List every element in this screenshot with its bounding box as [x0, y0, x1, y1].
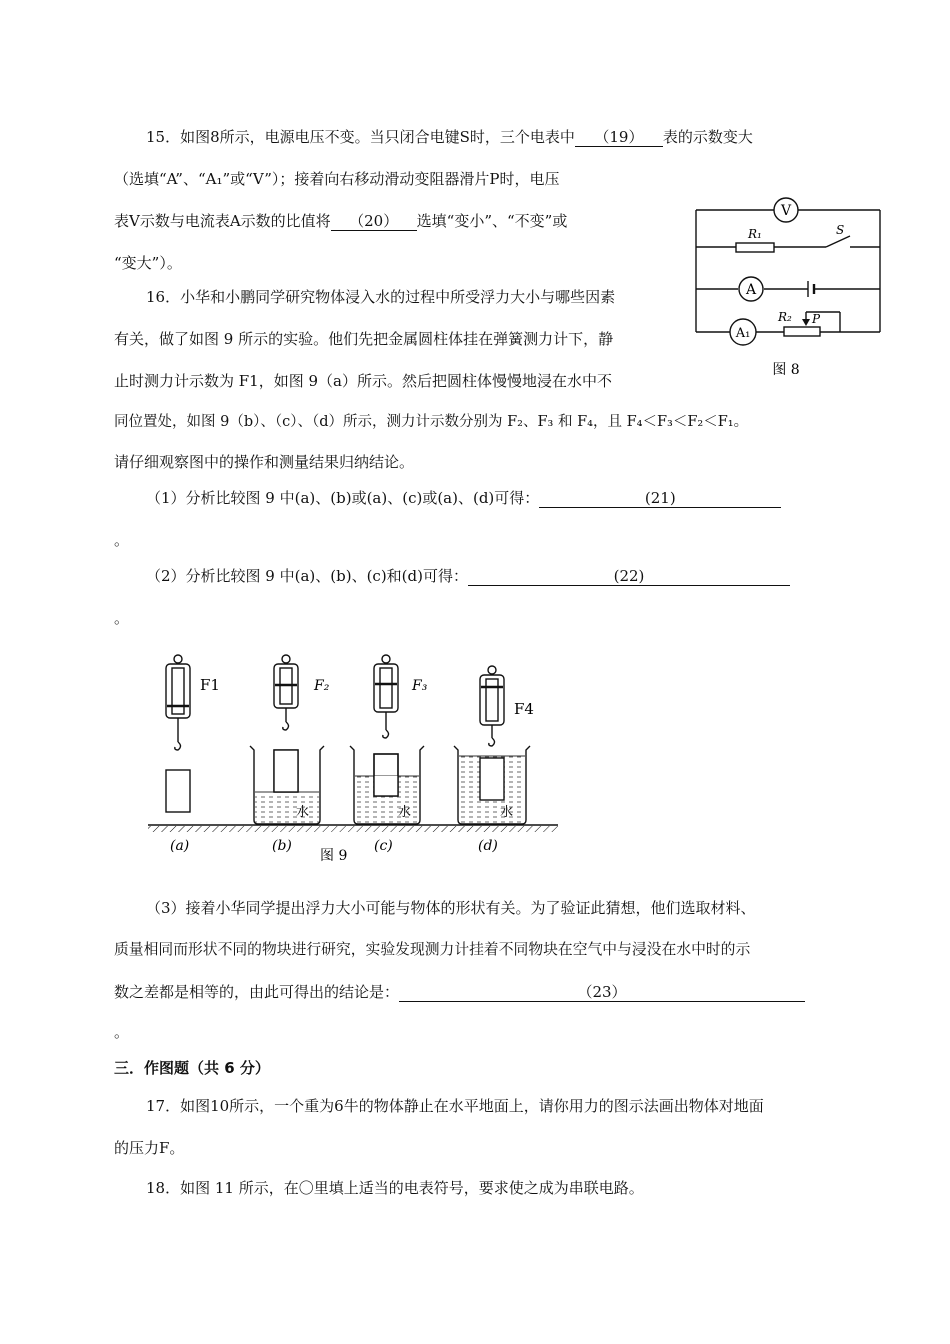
q16-part3-line1: （3）接着小华同学提出浮力大小可能与物体的形状有关。为了验证此猜想，他们选取材料、	[146, 899, 756, 917]
q16-part2-text: （2）分析比较图 9 中(a)、(b)、(c)和(d)可得：	[146, 567, 468, 585]
q18-line: 18．如图 11 所示，在〇里填上适当的电表符号，要求使之成为串联电路。	[146, 1179, 644, 1197]
r2-label: R₂	[778, 310, 792, 324]
figure-8-caption: 图 8	[772, 362, 800, 378]
label-f2: F₂	[314, 678, 330, 694]
label-f3: F₃	[412, 678, 428, 694]
blank-19: （19）	[575, 128, 663, 147]
label-f4: F4	[514, 700, 534, 718]
q16-line2: 有关，做了如图 9 所示的实验。他们先把金属圆柱体挂在弹簧测力计下，静	[114, 330, 614, 348]
q16-part1	[146, 488, 781, 508]
resistor-r2	[784, 327, 820, 336]
q16-part3-end: 。	[114, 1023, 130, 1041]
q16-part1-text: （1）分析比较图 9 中(a)、(b)或(a)、(c)或(a)、(d)可得：	[146, 489, 540, 507]
q16-part2	[146, 566, 790, 586]
q15-text-3b: 选填“变小”、“不变”或	[416, 212, 568, 230]
q16-part2-end: 。	[114, 609, 130, 627]
ammeter-a1-label: A₁	[735, 326, 751, 341]
q16-part1-end: 。	[114, 531, 130, 549]
figure-8-circuit	[690, 192, 890, 382]
blank-22: (22)	[468, 567, 790, 586]
q16-line3: 止时测力计示数为 F1，如图 9（a）所示。然后把圆柱体慢慢地浸在水中不	[114, 372, 612, 390]
resistor-r1	[736, 243, 774, 252]
q16-line4: 同位置处，如图 9（b）、（c）、（d）所示，测力计示数分别为 F₂、F₃ 和 F₄，且 F₄＜F₃＜F₂＜F₁。	[114, 414, 749, 430]
q17-line1: 17．如图10所示，一个重为6牛的物体静止在水平地面上，请你用力的图示法画出物体对地面	[146, 1097, 764, 1115]
q16-part3-line3	[114, 982, 805, 1002]
s-label: S	[836, 223, 845, 237]
p-label: P	[812, 312, 821, 326]
q15-line3	[114, 211, 567, 231]
q16-line1: 16．小华和小鹏同学研究物体浸入水的过程中所受浮力大小与哪些因素	[146, 288, 616, 306]
q15-text-1b: 表的示数变大	[662, 128, 753, 146]
q16-part3-text: 数之差都是相等的，由此可得出的结论是：	[114, 983, 400, 1001]
blank-23: （23）	[399, 983, 805, 1002]
voltmeter-label: V	[780, 203, 792, 219]
q15-text-3a: 表V示数与电流表A示数的比值将	[114, 212, 331, 230]
blank-20: （20）	[331, 212, 417, 231]
label-f1: F1	[200, 676, 220, 694]
q17-line2: 的压力F。	[114, 1139, 185, 1157]
part-d: (d)	[478, 838, 498, 854]
r1-label: R₁	[748, 227, 762, 241]
q16-part3-line2: 质量相同而形状不同的物块进行研究，实验发现测力计挂着不同物块在空气中与浸没在水中时的示	[114, 941, 751, 958]
part-c: (c)	[374, 838, 393, 854]
blank-21: (21)	[539, 489, 781, 508]
q15-line1	[146, 127, 753, 147]
section-3-title: 三．作图题（共 6 分）	[114, 1059, 270, 1077]
q15-text-1a: 15．如图8所示，电源电压不变。当只闭合电键S时，三个电表中	[146, 128, 575, 146]
ammeter-a-label: A	[745, 282, 757, 298]
water-label-d: 水	[500, 805, 514, 820]
q16-line5: 请仔细观察图中的操作和测量结果归纳结论。	[114, 453, 415, 471]
q15-line4: “变大”）。	[114, 254, 182, 272]
q15-line2: （选填“A”、“A₁”或“V”）；接着向右移动滑动变阻器滑片P时，电压	[114, 170, 560, 188]
figure-9-caption: 图 9	[320, 848, 348, 864]
part-b: (b)	[272, 838, 292, 854]
part-a: (a)	[170, 838, 190, 854]
water-label-b: 水	[296, 805, 310, 820]
water-label-c: 水	[398, 805, 412, 820]
figure-9-buoyancy	[148, 650, 568, 865]
